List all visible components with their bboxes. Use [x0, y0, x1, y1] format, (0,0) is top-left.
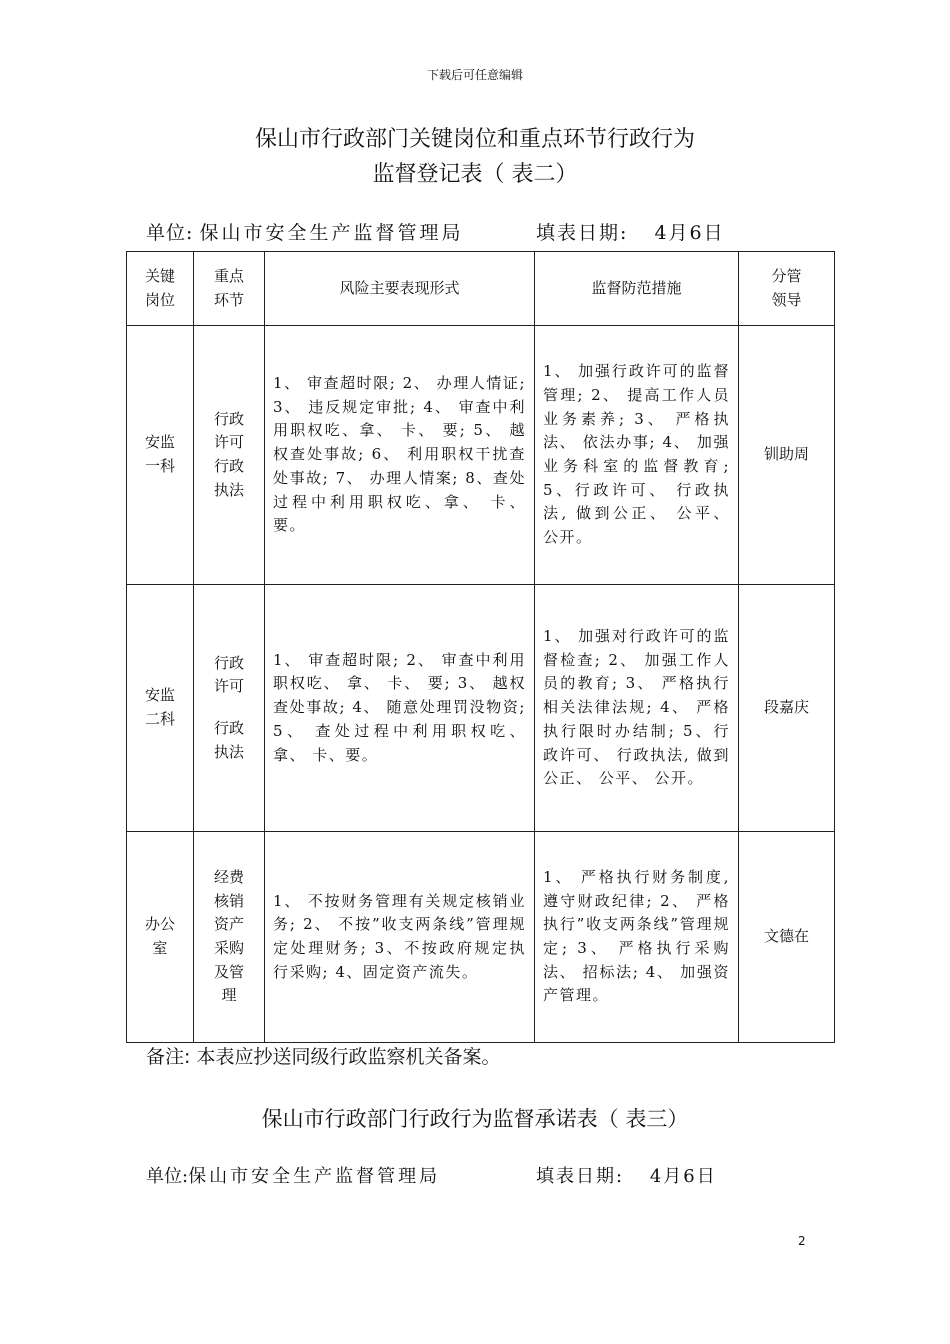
header-risk: 风险主要表现形式 [265, 252, 535, 326]
cell-link-b: 行政 执法 [213, 719, 244, 761]
cell-leader: 段嘉庆 [739, 585, 835, 832]
date-value: 4月6日 [654, 222, 725, 244]
remark-note: 备注: 本表应抄送同级行政监察机关备案。 [146, 1046, 501, 1068]
date-field [536, 218, 725, 245]
date-field [536, 1162, 717, 1188]
unit-value: 保山市安全生产监督管理局 [188, 1166, 441, 1187]
table3-title: 保山市行政部门行政行为监督承诺表（ 表三） [261, 1107, 689, 1131]
unit-value: 保山市安全生产监督管理局 [199, 222, 464, 244]
date-label: 填表日期: [536, 1166, 625, 1187]
cell-risk: 1、 审查超时限; 2、 审查中利用职权吃、 拿、 卡、 要; 3、 越权查处事故; 4、 随意处理罚没物资; 5、 查处过程中利用职权吃、 拿、 卡、要。 [265, 585, 535, 832]
document-title-line2: 监督登记表（ 表二） [372, 162, 578, 187]
cell-risk: 1、 不按财务管理有关规定核销业务; 2、 不按”收支两条线”管理规定处理财务; 3、不按政府规定执行采购; 4、固定资产流失。 [265, 832, 535, 1043]
page-number: 2 [798, 1234, 806, 1248]
cell-leader: 钏助周 [739, 326, 835, 585]
header-measures: 监督防范措施 [535, 252, 739, 326]
cell-measures: 1、 加强对行政许可的监督检查; 2、 加强工作人员的教育; 3、 严格执行相关法律法规; 4、 严格执行限时办结制; 5、行政许可、 行政执法, 做到公正、 公平、 公开。 [535, 585, 739, 832]
cell-link-a: 行政 许可 [213, 653, 244, 696]
header-post: 关键 岗位 [127, 252, 194, 326]
document-title-line1: 保山市行政部门关键岗位和重点环节行政行为 [254, 127, 695, 152]
table-row [127, 832, 835, 1043]
table-row [127, 326, 835, 585]
table-row [127, 585, 835, 832]
cell-risk: 1、 审查超时限; 2、 办理人情证; 3、 违反规定审批; 4、 审查中利用职权吃、拿、 卡、 要; 5、 越权查处事故; 6、 利用职权干扰查处事故; 7、 办理人情案; 8、查处过程中利用职权吃、拿、 卡、 要。 [265, 326, 535, 585]
date-value: 4月6日 [649, 1166, 717, 1187]
meta-row [146, 218, 725, 245]
cell-link: 经费 核销 资产 采购 及管 理 [194, 832, 265, 1043]
cell-measures: 1、 严格执行财务制度, 遵守财政纪律; 2、 严格执行”收支两条线”管理规定; 3、 严格执行采购法、 招标法; 4、 加强资产管理。 [535, 832, 739, 1043]
table-header-row [127, 252, 835, 326]
unit-label: 单位: [146, 222, 194, 244]
cell-post: 办公 室 [127, 832, 194, 1043]
cell-post: 安监 二科 [127, 585, 194, 832]
header-link: 重点 环节 [194, 252, 265, 326]
cell-measures: 1、 加强行政许可的监督管理; 2、 提高工作人员业务素养; 3、 严格执法、 依法办事; 4、 加强业务科室的监督教育; 5、行政许可、 行政执法, 做到公正、 公平、 公开。 [535, 326, 739, 585]
cell-leader: 文德在 [739, 832, 835, 1043]
header-leader: 分管 领导 [739, 252, 835, 326]
cell-link [194, 585, 265, 832]
date-label: 填表日期: [536, 222, 629, 244]
unit-label: 单位: [146, 1166, 189, 1187]
meta-row-2 [146, 1162, 717, 1188]
cell-post: 安监 一科 [127, 326, 194, 585]
cell-link: 行政 许可 行政 执法 [194, 326, 265, 585]
header-note: 下载后可任意编辑 [426, 68, 523, 82]
registration-table [126, 251, 835, 1043]
